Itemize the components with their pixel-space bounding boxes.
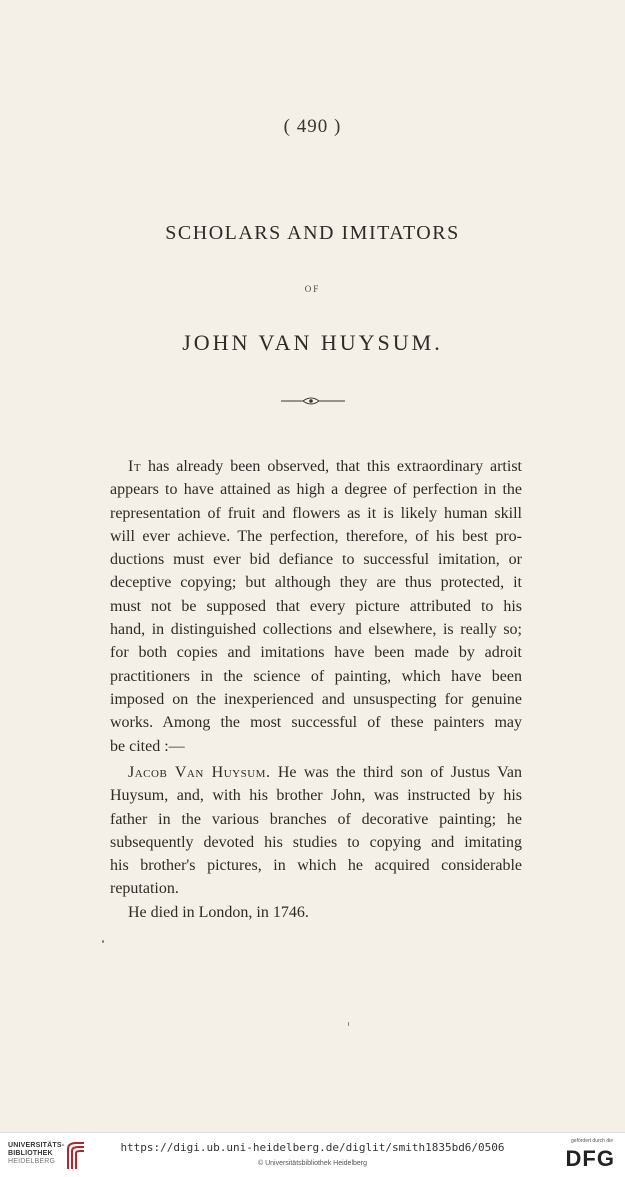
title-connector: OF: [304, 284, 321, 294]
text-line: practitioners in the science of painting, which have been: [110, 667, 522, 685]
text-line: works. Among the most successful of these painters may: [110, 714, 522, 732]
funded-by-label: gefördert durch die: [571, 1138, 613, 1144]
chapter-subject: JOHN VAN HUYSUM.: [182, 330, 443, 355]
paper-speck: [102, 940, 104, 943]
text-line: will ever achieve. The perfection, therefore, of his best pro-: [110, 527, 522, 545]
text-line: hand, in distinguished collections and elsewhere, is really so;: [110, 621, 522, 639]
copyright-notice: © Universitätsbibliothek Heidelberg: [257, 1160, 368, 1167]
text-line: for both copies and imitations have been made by adroit: [110, 644, 522, 662]
text-line-content: has already been observed, that this extraordinary artist: [141, 458, 522, 475]
permalink-url[interactable]: https://digi.ub.uni-heidelberg.de/diglit/smith1835bd6/0506: [120, 1141, 505, 1154]
text-line: Huysum, and, with his brother John, was instructed by his: [110, 787, 522, 805]
text-line: reputation.: [110, 880, 179, 898]
ornament-divider-icon: [0, 394, 625, 414]
text-line: subsequently devoted his studies to copying and imitating: [110, 833, 522, 851]
library-name-line: UNIVERSITÄTS-: [8, 1142, 65, 1149]
library-name-line: HEIDELBERG: [8, 1158, 56, 1165]
text-line: [110, 455, 522, 478]
text-line: ductions must ever bid defiance to successful imitation, or: [110, 551, 522, 569]
text-line: appears to have attained as high a degree of perfection in the: [110, 481, 522, 499]
paragraph-jacob-van-huysum: [110, 761, 522, 924]
lead-smallcaps: Jacob Van Huysum.: [128, 764, 271, 781]
text-line-content: He was the third son of Justus Van: [270, 764, 522, 781]
text-line: [110, 761, 522, 784]
lead-smallcaps: It: [128, 458, 142, 475]
paper-speck: [348, 1022, 349, 1026]
text-line: deceptive copying; but although they are thus protected, it: [110, 574, 522, 592]
text-line: imposed on the inexperienced and unsuspecting for genuine: [110, 690, 522, 708]
chapter-title: SCHOLARS AND IMITATORS: [165, 222, 460, 244]
dfg-logo[interactable]: DFG: [565, 1146, 615, 1171]
paragraph-intro: [110, 455, 522, 758]
text-line: father in the various branches of decorative painting; he: [110, 810, 522, 828]
text-line: representation of fruit and flowers as it is likely human skill: [110, 504, 522, 522]
text-line: his brother's pictures, in which he acquired considerable: [110, 857, 522, 875]
viewer-footer: [0, 1132, 625, 1177]
page-number: ( 490 ): [283, 116, 342, 137]
death-line: He died in London, in 1746.: [128, 903, 309, 921]
text-line: must not be supposed that every picture attributed to his: [110, 597, 522, 615]
library-name-line: BIBLIOTHEK: [8, 1150, 53, 1157]
text-line: be cited :—: [110, 737, 185, 755]
